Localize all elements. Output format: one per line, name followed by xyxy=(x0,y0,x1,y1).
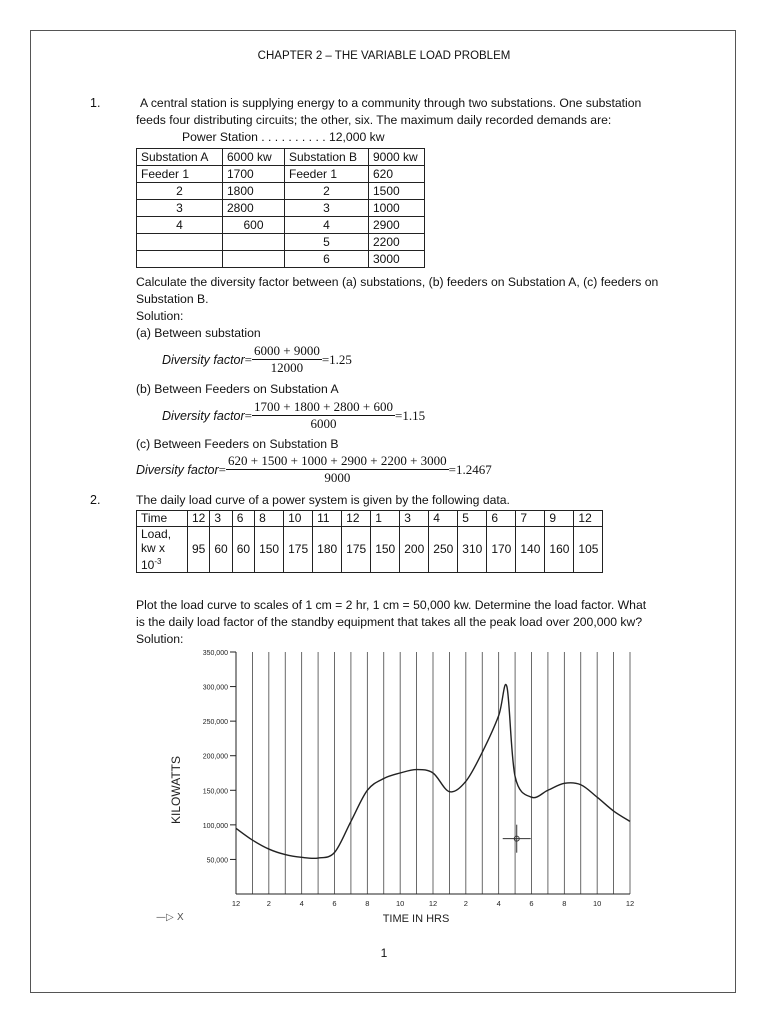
demand-table-cell: 3 xyxy=(137,200,223,217)
demand-table-row xyxy=(137,149,425,166)
load-cell: 95 xyxy=(188,527,210,573)
x-tick-label: 4 xyxy=(299,899,304,908)
formula-a-denominator: 12000 xyxy=(270,360,304,375)
load-cell: 60 xyxy=(232,527,254,573)
formula-c-label: Diversity factor xyxy=(136,462,219,477)
load-cell: 140 xyxy=(516,527,545,573)
demand-table-cell: Substation B xyxy=(285,149,369,166)
demand-table-cell: 2 xyxy=(137,183,223,200)
formula-b-eq: = xyxy=(244,407,252,423)
demand-table-cell: 2900 xyxy=(369,217,425,234)
demand-table-cell: 2 xyxy=(285,183,369,200)
page-number: 1 xyxy=(380,946,388,960)
x-tick-label: 2 xyxy=(266,899,271,908)
problem-1-text-line1: A central station is supplying energy to a community through two substations. One substation xyxy=(140,96,642,110)
formula-a-result: =1.25 xyxy=(321,351,352,367)
x-tick-label: 8 xyxy=(365,899,370,908)
x-tick-label: 8 xyxy=(562,899,567,908)
problem-1-question-line1: Calculate the diversity factor between (a) substations, (b) feeders on Substation A, (c) feeders on xyxy=(136,275,659,289)
x-tick-label: 10 xyxy=(592,899,602,908)
y-tick-label: 250,000 xyxy=(202,719,228,727)
load-label-3: 10 xyxy=(141,558,155,572)
formula-a-numerator: 6000 + 9000 xyxy=(254,343,320,358)
demand-table-cell xyxy=(223,234,285,251)
x-tick-label: 6 xyxy=(332,899,337,908)
solution-label-2: Solution: xyxy=(136,632,184,646)
demand-table-cell: 6 xyxy=(285,251,369,268)
demand-table-cell: 2200 xyxy=(369,234,425,251)
x-tick-label: 10 xyxy=(395,899,405,908)
problem-1-number: 1. xyxy=(90,96,101,110)
y-tick-label: 150,000 xyxy=(202,788,228,796)
time-cell: 8 xyxy=(255,511,284,527)
demand-table-cell: 3000 xyxy=(369,251,425,268)
x-tick-label: 6 xyxy=(529,899,534,908)
problem-2-intro: The daily load curve of a power system is given by the following data. xyxy=(136,493,510,507)
formula-c xyxy=(136,453,492,486)
time-cell: 11 xyxy=(313,511,342,527)
x-tick-label: 4 xyxy=(496,899,501,908)
x-tick-label: 2 xyxy=(463,899,468,908)
time-cell: 12 xyxy=(188,511,210,527)
load-cell: 310 xyxy=(458,527,487,573)
time-cell: 6 xyxy=(487,511,516,527)
problem-2-number: 2. xyxy=(90,493,101,507)
demand-table-row xyxy=(137,217,425,234)
time-cell: 1 xyxy=(371,511,400,527)
demand-table-cell: 1700 xyxy=(223,166,285,183)
load-cell: 200 xyxy=(400,527,429,573)
load-cell: 180 xyxy=(313,527,342,573)
formula-a-eq: = xyxy=(244,351,252,367)
problem-2-question-line1: Plot the load curve to scales of 1 cm = 2 hr, 1 cm = 50,000 kw. Determine the load factor. What xyxy=(136,598,647,612)
time-cell: 12 xyxy=(342,511,371,527)
x-tick-label: 12 xyxy=(428,899,438,908)
load-cell: 160 xyxy=(545,527,574,573)
y-tick-label: 100,000 xyxy=(202,822,228,830)
load-label-1: Load, xyxy=(141,527,172,541)
x-tick-label: 12 xyxy=(625,899,635,908)
formula-b xyxy=(162,399,425,432)
load-cell: 150 xyxy=(255,527,284,573)
problem-1-question-line2: Substation B. xyxy=(136,292,209,306)
demand-table-cell xyxy=(137,234,223,251)
demand-table-cell: 3 xyxy=(285,200,369,217)
time-cell: 3 xyxy=(210,511,232,527)
part-b-label: (b) Between Feeders on Substation A xyxy=(136,382,339,396)
load-curve-chart xyxy=(150,640,650,930)
demand-table-row xyxy=(137,251,425,268)
problem-1-text-line2: feeds four distributing circuits; the other, six. The maximum daily recorded demands are: xyxy=(136,113,612,127)
demand-table-cell: 4 xyxy=(137,217,223,234)
demand-table-row xyxy=(137,234,425,251)
time-cell: 7 xyxy=(516,511,545,527)
x-axis-label: TIME IN HRS xyxy=(382,913,450,925)
y-tick-label: 300,000 xyxy=(202,684,228,692)
demand-table-cell: Feeder 1 xyxy=(137,166,223,183)
demand-table-cell: 4 xyxy=(285,217,369,234)
load-cell: 60 xyxy=(210,527,232,573)
time-cell: 3 xyxy=(400,511,429,527)
demand-table xyxy=(136,148,425,268)
problem-2-question-line2: is the daily load factor of the standby equipment that takes all the peak load over 200,000 kw? xyxy=(136,615,643,629)
load-cell: 175 xyxy=(342,527,371,573)
load-label-cell xyxy=(137,527,188,573)
solution-label-1: Solution: xyxy=(136,309,184,323)
load-cell: 175 xyxy=(284,527,313,573)
demand-table-cell: 1500 xyxy=(369,183,425,200)
demand-table-row xyxy=(137,183,425,200)
part-c-label: (c) Between Feeders on Substation B xyxy=(136,437,339,451)
demand-table-cell: 9000 kw xyxy=(369,149,425,166)
demand-table-cell: 600 xyxy=(223,217,285,234)
load-cell: 150 xyxy=(371,527,400,573)
formula-c-numerator: 620 + 1500 + 1000 + 2900 + 2200 + 3000 xyxy=(228,453,447,468)
time-cell: 6 xyxy=(232,511,254,527)
demand-table-cell xyxy=(137,251,223,268)
load-cell: 250 xyxy=(429,527,458,573)
formula-c-result: =1.2467 xyxy=(448,461,492,477)
formula-c-eq: = xyxy=(218,461,226,477)
demand-table-cell: 1000 xyxy=(369,200,425,217)
formula-a-label: Diversity factor xyxy=(162,352,245,367)
y-axis-label: KILOWATTS xyxy=(169,755,183,825)
time-cell: 12 xyxy=(574,511,603,527)
demand-table-cell: 6000 kw xyxy=(223,149,285,166)
load-data-table xyxy=(136,510,603,573)
time-label-cell: Time xyxy=(137,511,188,527)
demand-table-row xyxy=(137,166,425,183)
y-tick-label: 50,000 xyxy=(206,857,228,865)
demand-table-cell: 620 xyxy=(369,166,425,183)
demand-table-cell xyxy=(223,251,285,268)
load-cell: 105 xyxy=(574,527,603,573)
formula-c-denominator: 9000 xyxy=(324,470,351,485)
demand-table-cell: 2800 xyxy=(223,200,285,217)
formula-b-denominator: 6000 xyxy=(310,416,337,431)
time-cell: 10 xyxy=(284,511,313,527)
chapter-title: CHAPTER 2 – THE VARIABLE LOAD PROBLEM xyxy=(257,50,511,62)
demand-table-cell: Substation A xyxy=(137,149,223,166)
demand-table-row xyxy=(137,200,425,217)
formula-b-result: =1.15 xyxy=(395,407,426,423)
part-a-label: (a) Between substation xyxy=(136,326,261,340)
y-tick-label: 200,000 xyxy=(202,753,228,761)
x-tick-label: 12 xyxy=(231,899,241,908)
time-cell: 5 xyxy=(458,511,487,527)
time-cell: 9 xyxy=(545,511,574,527)
demand-table-cell: Feeder 1 xyxy=(285,166,369,183)
formula-b-numerator: 1700 + 1800 + 2800 + 600 xyxy=(254,399,393,414)
power-station-line: Power Station . . . . . . . . . . 12,000 kw xyxy=(182,130,385,144)
formula-b-label: Diversity factor xyxy=(162,408,245,423)
load-label-exp: -3 xyxy=(154,557,162,566)
formula-a xyxy=(162,343,352,376)
time-cell: 4 xyxy=(429,511,458,527)
y-tick-label: 350,000 xyxy=(202,650,228,657)
legend-hint: —▷ X xyxy=(156,912,184,923)
load-cell: 170 xyxy=(487,527,516,573)
load-label-2: kw x xyxy=(141,541,165,555)
demand-table-cell: 5 xyxy=(285,234,369,251)
demand-table-cell: 1800 xyxy=(223,183,285,200)
